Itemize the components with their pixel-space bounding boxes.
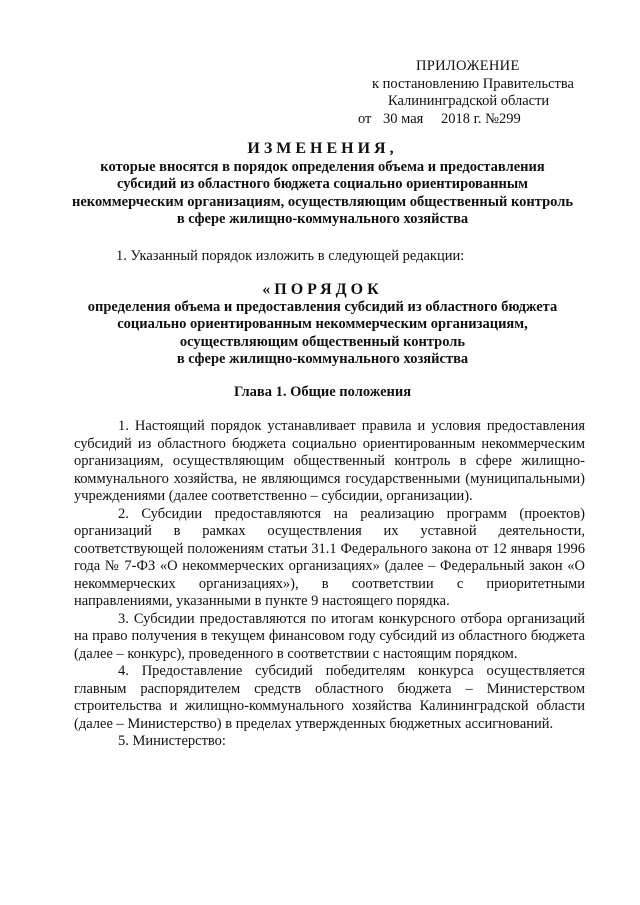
appendix-year: 2018 г. bbox=[440, 110, 482, 127]
appendix-day: 30 bbox=[383, 110, 398, 127]
appendix-title: ПРИЛОЖЕНИЕ bbox=[416, 58, 520, 74]
chapter-heading: Глава 1. Общие положения bbox=[233, 384, 412, 400]
paragraph: 4. Предоставление субсидий победителям конкурса осуществляется главным распорядителем средств областного бюджета – Министерством строительства и жилищно-коммунального хозяйства Калининградской области (далее – Министерство) в пределах утвержденных бюджетных ассигнований. bbox=[74, 663, 585, 732]
changes-line: которые вносятся в порядок определения объема и предоставления bbox=[100, 158, 545, 175]
item-1-text: 1. Указанный порядок изложить в следующей редакции: bbox=[116, 248, 465, 264]
order-line: социально ориентированным некоммерческим организациям, bbox=[117, 316, 528, 332]
appendix-number: №299 bbox=[485, 110, 521, 127]
document-body bbox=[74, 418, 585, 751]
appendix-month: мая bbox=[401, 110, 424, 127]
order-heading bbox=[60, 281, 585, 369]
paragraph: 2. Субсидии предоставляются на реализацию программ (проектов) организаций в рамках осуществления их уставной деятельности, соответствующей положениям статьи 31.1 Федерального закона от 12 января 1996 года № 7-ФЗ «О некоммерческих организациях» (далее – Федеральный закон «О некоммерческих организациях»), в соответствии с приоритетными направлениями, указанными в пункте 9 настоящего порядка. bbox=[74, 505, 585, 609]
changes-line: в сфере жилищно-коммунального хозяйства bbox=[176, 211, 469, 227]
paragraph: 1. Настоящий порядок устанавливает правила и условия предоставления субсидий из областного бюджета социально ориентированным некоммерческим организациям, осуществляющим общественный контроль в сфере жилищно-коммунального хозяйства, не являющимся государственными (муниципальными) учреждениями (далее соответственно – субсидии, организации). bbox=[74, 418, 585, 504]
changes-line: субсидий из областного бюджета социально ориентированным bbox=[116, 176, 529, 192]
order-line: осуществляющим общественный контроль bbox=[179, 333, 466, 350]
order-line: определения объема и предоставления субсидий из областного бюджета bbox=[87, 298, 558, 315]
appendix-block bbox=[358, 58, 598, 128]
appendix-date-prefix: от bbox=[358, 110, 372, 127]
changes-heading bbox=[60, 140, 585, 229]
paragraph: 5. Министерство: bbox=[118, 733, 226, 749]
changes-title: ИЗМЕНЕНИЯ, bbox=[247, 140, 398, 157]
changes-line: некоммерческим организациям, осуществляющим общественный контроль bbox=[71, 193, 573, 210]
paragraph: 3. Субсидии предоставляются по итогам конкурсного отбора организаций на право получения в текущем финансовом году субсидий из областного бюджета (далее – конкурс), проведенного в соответствии с настоящим порядком. bbox=[74, 610, 585, 662]
appendix-line-2: Калининградской области bbox=[388, 93, 550, 109]
appendix-date-line bbox=[358, 111, 598, 129]
appendix-line-1: к постановлению Правительства bbox=[372, 75, 574, 92]
order-line: в сфере жилищно-коммунального хозяйства bbox=[176, 351, 469, 367]
order-title: «ПОРЯДОК bbox=[262, 281, 383, 298]
